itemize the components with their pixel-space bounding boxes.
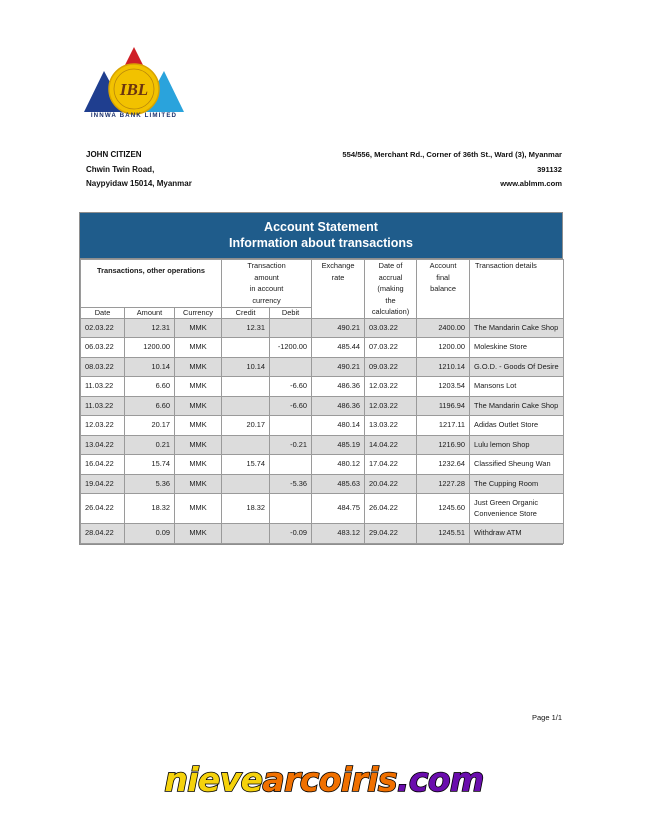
- cell-debit: -0.21: [270, 435, 312, 455]
- cell-currency: MMK: [175, 338, 222, 358]
- cell-debit: [270, 357, 312, 377]
- cell-debit: -5.36: [270, 474, 312, 494]
- cell-balance: 1203.54: [417, 377, 470, 397]
- cell-accrual-date: 07.03.22: [365, 338, 417, 358]
- header-account-balance: [417, 260, 470, 319]
- cell-currency: MMK: [175, 494, 222, 524]
- header-balance-line-1: Account: [429, 261, 457, 270]
- header-exchange-line-2: rate: [331, 272, 345, 282]
- account-holder-name: JOHN CITIZEN: [86, 150, 142, 159]
- cell-balance: 1210.14: [417, 357, 470, 377]
- cell-details: Adidas Outlet Store: [470, 416, 564, 436]
- cell-accrual-date: 20.04.22: [365, 474, 417, 494]
- cell-exchange-rate: 484.75: [312, 494, 365, 524]
- cell-currency: MMK: [175, 357, 222, 377]
- cell-credit: 20.17: [222, 416, 270, 436]
- cell-details: Withdraw ATM: [470, 524, 564, 544]
- cell-credit: 18.32: [222, 494, 270, 524]
- bank-address: 554/556, Merchant Rd., Corner of 36th St., Ward (3), Myanmar: [342, 150, 562, 159]
- cell-amount: 20.17: [125, 416, 175, 436]
- header-accrual-line-1: Date of: [378, 261, 403, 270]
- cell-credit: [222, 377, 270, 397]
- cell-date: 13.04.22: [81, 435, 125, 455]
- cell-debit: [270, 318, 312, 338]
- cell-currency: MMK: [175, 318, 222, 338]
- cell-debit: -6.60: [270, 377, 312, 397]
- cell-credit: [222, 474, 270, 494]
- transactions-table: [80, 259, 564, 544]
- cell-details: The Cupping Room: [470, 474, 564, 494]
- header-amount: Amount: [125, 308, 175, 318]
- table-row: [81, 474, 564, 494]
- cell-amount: 15.74: [125, 455, 175, 475]
- cell-balance: 1196.94: [417, 396, 470, 416]
- header-amount-line-4: currency: [252, 295, 281, 305]
- header-currency: Currency: [175, 308, 222, 318]
- statement-title-banner: [80, 213, 562, 259]
- statement-subtitle: Information about transactions: [228, 236, 414, 250]
- cell-balance: 2400.00: [417, 318, 470, 338]
- cell-credit: [222, 396, 270, 416]
- cell-currency: MMK: [175, 377, 222, 397]
- table-row: [81, 396, 564, 416]
- table-row: [81, 455, 564, 475]
- watermark-part-1: nieve: [164, 760, 263, 799]
- cell-debit: [270, 416, 312, 436]
- cell-currency: MMK: [175, 435, 222, 455]
- cell-exchange-rate: 490.21: [312, 357, 365, 377]
- header-credit: Credit: [222, 308, 270, 318]
- cell-details: The Mandarin Cake Shop: [470, 396, 564, 416]
- logo-initials: IBL: [119, 80, 149, 99]
- cell-date: 11.03.22: [81, 396, 125, 416]
- cell-amount: 10.14: [125, 357, 175, 377]
- cell-accrual-date: 26.04.22: [365, 494, 417, 524]
- cell-credit: 12.31: [222, 318, 270, 338]
- watermark: [0, 760, 648, 799]
- header-balance-line-2: final: [436, 272, 450, 282]
- header-accrual-line-2: accrual: [378, 272, 403, 282]
- table-group-header-row: [81, 260, 564, 308]
- cell-accrual-date: 29.04.22: [365, 524, 417, 544]
- cell-accrual-date: 14.04.22: [365, 435, 417, 455]
- table-row: [81, 377, 564, 397]
- cell-debit: -0.09: [270, 524, 312, 544]
- watermark-part-3: .com: [396, 760, 484, 799]
- table-row: [81, 357, 564, 377]
- watermark-part-2: arcoiris: [262, 760, 397, 799]
- cell-amount: 1200.00: [125, 338, 175, 358]
- transactions-rows: [81, 318, 564, 543]
- cell-exchange-rate: 486.36: [312, 396, 365, 416]
- table-row: [81, 338, 564, 358]
- cell-date: 11.03.22: [81, 377, 125, 397]
- cell-amount: 6.60: [125, 396, 175, 416]
- header-accrual-date: [365, 260, 417, 319]
- cell-amount: 6.60: [125, 377, 175, 397]
- cell-details: Lulu lemon Shop: [470, 435, 564, 455]
- cell-balance: 1227.28: [417, 474, 470, 494]
- cell-amount: 12.31: [125, 318, 175, 338]
- cell-currency: MMK: [175, 396, 222, 416]
- cell-accrual-date: 12.03.22: [365, 377, 417, 397]
- cell-balance: 1232.64: [417, 455, 470, 475]
- cell-amount: 5.36: [125, 474, 175, 494]
- bank-logo: [82, 44, 186, 130]
- cell-credit: [222, 435, 270, 455]
- cell-balance: 1245.60: [417, 494, 470, 524]
- header-exchange-rate: [312, 260, 365, 319]
- header-balance-line-3: balance: [430, 284, 456, 293]
- bank-logo-mark: [82, 44, 186, 116]
- cell-credit: [222, 338, 270, 358]
- bank-website: www.ablmm.com: [500, 179, 562, 188]
- header-amount-group: [222, 260, 312, 308]
- cell-date: 08.03.22: [81, 357, 125, 377]
- cell-exchange-rate: 485.44: [312, 338, 365, 358]
- cell-balance: 1216.90: [417, 435, 470, 455]
- cell-debit: [270, 455, 312, 475]
- cell-details: Just Green Organic Convenience Store: [470, 494, 564, 524]
- header-transaction-details: Transaction details: [470, 260, 564, 319]
- logo-wordmark: INNWA BANK LIMITED: [90, 112, 178, 119]
- account-holder-address-line-2: Naypyidaw 15014, Myanmar: [86, 179, 192, 188]
- cell-exchange-rate: 486.36: [312, 377, 365, 397]
- account-holder-block: [86, 148, 192, 192]
- cell-debit: -6.60: [270, 396, 312, 416]
- header-accrual-line-3: (making: [377, 284, 404, 293]
- cell-date: 16.04.22: [81, 455, 125, 475]
- cell-exchange-rate: 485.63: [312, 474, 365, 494]
- cell-currency: MMK: [175, 474, 222, 494]
- account-statement: [79, 212, 563, 545]
- cell-exchange-rate: 485.19: [312, 435, 365, 455]
- cell-balance: 1200.00: [417, 338, 470, 358]
- cell-currency: MMK: [175, 524, 222, 544]
- cell-debit: -1200.00: [270, 338, 312, 358]
- table-row: [81, 435, 564, 455]
- cell-exchange-rate: 480.12: [312, 455, 365, 475]
- cell-accrual-date: 09.03.22: [365, 357, 417, 377]
- cell-accrual-date: 12.03.22: [365, 396, 417, 416]
- cell-balance: 1217.11: [417, 416, 470, 436]
- page-number: Page 1/1: [531, 713, 562, 722]
- cell-details: Mansons Lot: [470, 377, 564, 397]
- cell-exchange-rate: 490.21: [312, 318, 365, 338]
- table-row: [81, 494, 564, 524]
- cell-amount: 0.09: [125, 524, 175, 544]
- cell-credit: [222, 524, 270, 544]
- header-accrual-line-4: the: [385, 295, 396, 305]
- table-row: [81, 524, 564, 544]
- header-amount-line-3: in account: [249, 284, 284, 293]
- cell-date: 12.03.22: [81, 416, 125, 436]
- cell-credit: 10.14: [222, 357, 270, 377]
- statement-title: Account Statement: [264, 220, 378, 234]
- table-row: [81, 416, 564, 436]
- cell-accrual-date: 03.03.22: [365, 318, 417, 338]
- cell-debit: [270, 494, 312, 524]
- cell-amount: 18.32: [125, 494, 175, 524]
- cell-details: Moleskine Store: [470, 338, 564, 358]
- cell-date: 02.03.22: [81, 318, 125, 338]
- header-exchange-line-1: Exchange: [321, 261, 355, 270]
- header-date: Date: [81, 308, 125, 318]
- cell-currency: MMK: [175, 416, 222, 436]
- cell-exchange-rate: 483.12: [312, 524, 365, 544]
- cell-date: 06.03.22: [81, 338, 125, 358]
- cell-details: G.O.D. - Goods Of Desire: [470, 357, 564, 377]
- account-holder-address-line-1: Chwin Twin Road,: [86, 164, 155, 174]
- table-row: [81, 318, 564, 338]
- cell-currency: MMK: [175, 455, 222, 475]
- header-amount-line-2: amount: [254, 272, 279, 282]
- cell-credit: 15.74: [222, 455, 270, 475]
- bank-address-block: [342, 148, 562, 192]
- cell-date: 26.04.22: [81, 494, 125, 524]
- header-transactions-group: Transactions, other operations: [81, 260, 222, 308]
- header-accrual-line-5: calculation): [371, 307, 410, 316]
- header-amount-line-1: Transaction: [247, 261, 286, 270]
- cell-accrual-date: 13.03.22: [365, 416, 417, 436]
- cell-exchange-rate: 480.14: [312, 416, 365, 436]
- cell-details: The Mandarin Cake Shop: [470, 318, 564, 338]
- cell-date: 28.04.22: [81, 524, 125, 544]
- cell-amount: 0.21: [125, 435, 175, 455]
- cell-balance: 1245.51: [417, 524, 470, 544]
- cell-accrual-date: 17.04.22: [365, 455, 417, 475]
- cell-date: 19.04.22: [81, 474, 125, 494]
- bank-postcode: 391132: [537, 164, 562, 174]
- header-debit: Debit: [270, 308, 312, 318]
- cell-details: Classified Sheung Wan: [470, 455, 564, 475]
